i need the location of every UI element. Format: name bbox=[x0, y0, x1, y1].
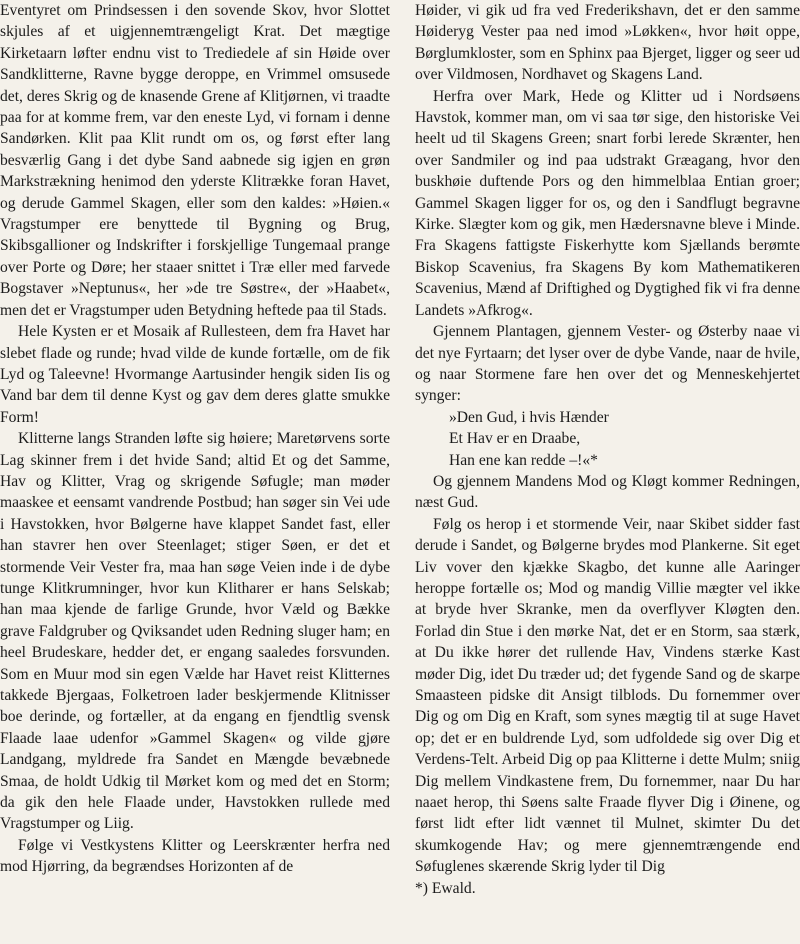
verse-line: Han ene kan redde –!«* bbox=[449, 451, 598, 469]
paragraph: Høider, vi gik ud fra ved Frederikshavn, det er den samme Høideryg Vester paa ned imod »Løkken«, hvor høit oppe, Børglumkloster, som en Sphinx paa Bjerget, ligger og seer ud over Vildmosen, Nordhavet og Skagens Land. bbox=[415, 2, 800, 84]
verse-quote bbox=[415, 407, 800, 471]
paragraph: Følg os herop i et stormende Veir, naar Skibet sidder fast derude i Sandet, og Bølgerne brydes mod Plankerne. Sit eget Liv vover den kjække Skagbo, det kunne alle Aaringer heroppe fortælle os; Mod og mandig Villie mægter vel ikke at bryde hver Skranke, men da overflyver Kløgten den. Forlad din Stue i den mørke Nat, det er en Storm, saa stærk, at Du ikke hører det rullende Hav, Vindens stærke Kast møder Dig, idet Du træder ud; det fygende Sand og de skarpe Smaasteen pidske dit Ansigt tilblods. Du fornemmer over Dig og om Dig en Kraft, som synes mægtig til at suge Havet op; det er en buldrende Lyd, som udfoldede sig over Dig et Verdens-Telt. Arbeid Dig op paa Klitterne i dette Mulm; sniig Dig mellem Vindkastene frem, Du fornemmer, naar Du har naaet herop, thi Søens salte Fraade flyver Dig i Øinene, og først lidt efter lidt vænnet til Mulnet, skimter Du det skumkogende Hav; og mere gjennemtrængende end Søfuglenes skærende Skrig lyder til Dig bbox=[415, 515, 800, 876]
paragraph: Hele Kysten er et Mosaik af Rullesteen, dem fra Havet har slebet flade og runde; hvad vilde de kunde fortælle, om de fik Lyd og Taleevne! Hvormange Aartusinder hengik siden Iis og Vand bar dem til denne Kyst og gav dem deres glatte smukke Form! bbox=[0, 323, 390, 426]
paragraph: Og gjennem Mandens Mod og Kløgt kommer Redningen, næst Gud. bbox=[415, 472, 800, 512]
verse-line: Et Hav er en Draabe, bbox=[449, 430, 581, 448]
verse-line: »Den Gud, i hvis Hænder bbox=[449, 408, 609, 426]
paragraph: Gjennem Plantagen, gjennem Vester- og Østerby naae vi det nye Fyrtaarn; det lyser over de dybe Vande, naar de hvile, og naar Stormene fare hen over det og Menneskehjertet synger: bbox=[415, 323, 800, 405]
paragraph: Herfra over Mark, Hede og Klitter ud i Nordsøens Havstok, kommer man, om vi saa tør sige, den historiske Vei heelt ud til Skagens Green; snart forbi lerede Skrænter, hen over Sandmiler og ind paa udstrakt Græagang, hvor den buskhøie duftende Pors og den himmelblaa Entian groer; Gammel Skagen ligger for os, og den i Sandflugt begravne Kirke. Slægter kom og gik, men Hædersnavne bleve i Minde. Fra Skagens fattigste Fiskerhytte kom Sjællands berømte Biskop Scavenius, fra Skagens By kom Mathematikeren Scavenius, Mænd af Driftighed og Dygtighed fik vi fra denne Landets »Afkrog«. bbox=[415, 87, 800, 319]
paragraph: Følge vi Vestkystens Klitter og Leerskrænter herfra ned mod Hjørring, da begrændses Horizonten af de bbox=[0, 836, 390, 876]
right-column bbox=[415, 0, 800, 899]
paragraph: Eventyret om Prindsessen i den sovende Skov, hvor Slottet skjules af et uigjennemtrængeligt Krat. Det mægtige Kirketaarn løfter endnu vist to Trediedele af sin Høide over Sandklitterne, Ravne bygge deroppe, en Vrimmel omsusede det, deres Skrig og de knasende Grene af Klitjørnen, vi traadte paa for at komme frem, var den eneste Lyd, vi fornam i denne Sandørken. Klit paa Klit rundt om os, og først efter lang besværlig Gang i det dybe Sand aabnede sig igjen en grøn Markstrækning henimod den yderste Klitrække foran Havet, og derude Gammel Skagen, eller som den kaldes: »Høien.« Vragstumper ere benyttede til Bygning og Brug, Skibsgallioner og Indskrifter i forskjellige Tungemaal prange over Porte og Døre; her staaer snittet i Træ eller med farvede Bogstaver »Neptunus«, her »de tre Søstre«, der »Haabet«, men det er Vragstumper uden Betydning heftede paa til Stads. bbox=[0, 2, 390, 319]
footnote: *) Ewald. bbox=[415, 879, 476, 897]
paragraph: Klitterne langs Stranden løfte sig høiere; Maretørvens sorte Lag skinner frem i det hvide Sand; altid Et og det Samme, Hav og Klitter, Vrag og skrigende Søfugle; man møder maaskee et eensamt vandrende Postbud; han søger sin Vei ude i Havstokken, hvor Bølgerne have klappet Sandet fast, eller han stavrer hen over Steenlaget; stiger Søen, er det et stormende Veir Vester fra, maa han søge Veien inde i de dybe tunge Klitkrumninger, hvor kun Klitharer er hans Selskab; han maa kjende de farlige Grunde, hvor Væld og Bække grave Faldgruber og Qviksandet uden Redning sluger ham; en heel Brudeskare, hedder det, er engang saaledes forsvunden. Som en Muur mod sin egen Vælde har Havet reist Klitternes takkede Bjergaas, Folketroen lader beskjermende Klitnisser boe derinde, og fortæller, at da engang en fjendtlig svensk Flaade laae udenfor »Gammel Skagen« og vilde gjøre Landgang, myldrede fra Sandet en Mængde bevæbnede Smaa, de holdt Udkig til Mørket kom og med det en Storm; da gik den hele Flaade under, Havstokken rullede med Vragstumper og Liig. bbox=[0, 430, 390, 833]
left-column bbox=[0, 0, 390, 878]
